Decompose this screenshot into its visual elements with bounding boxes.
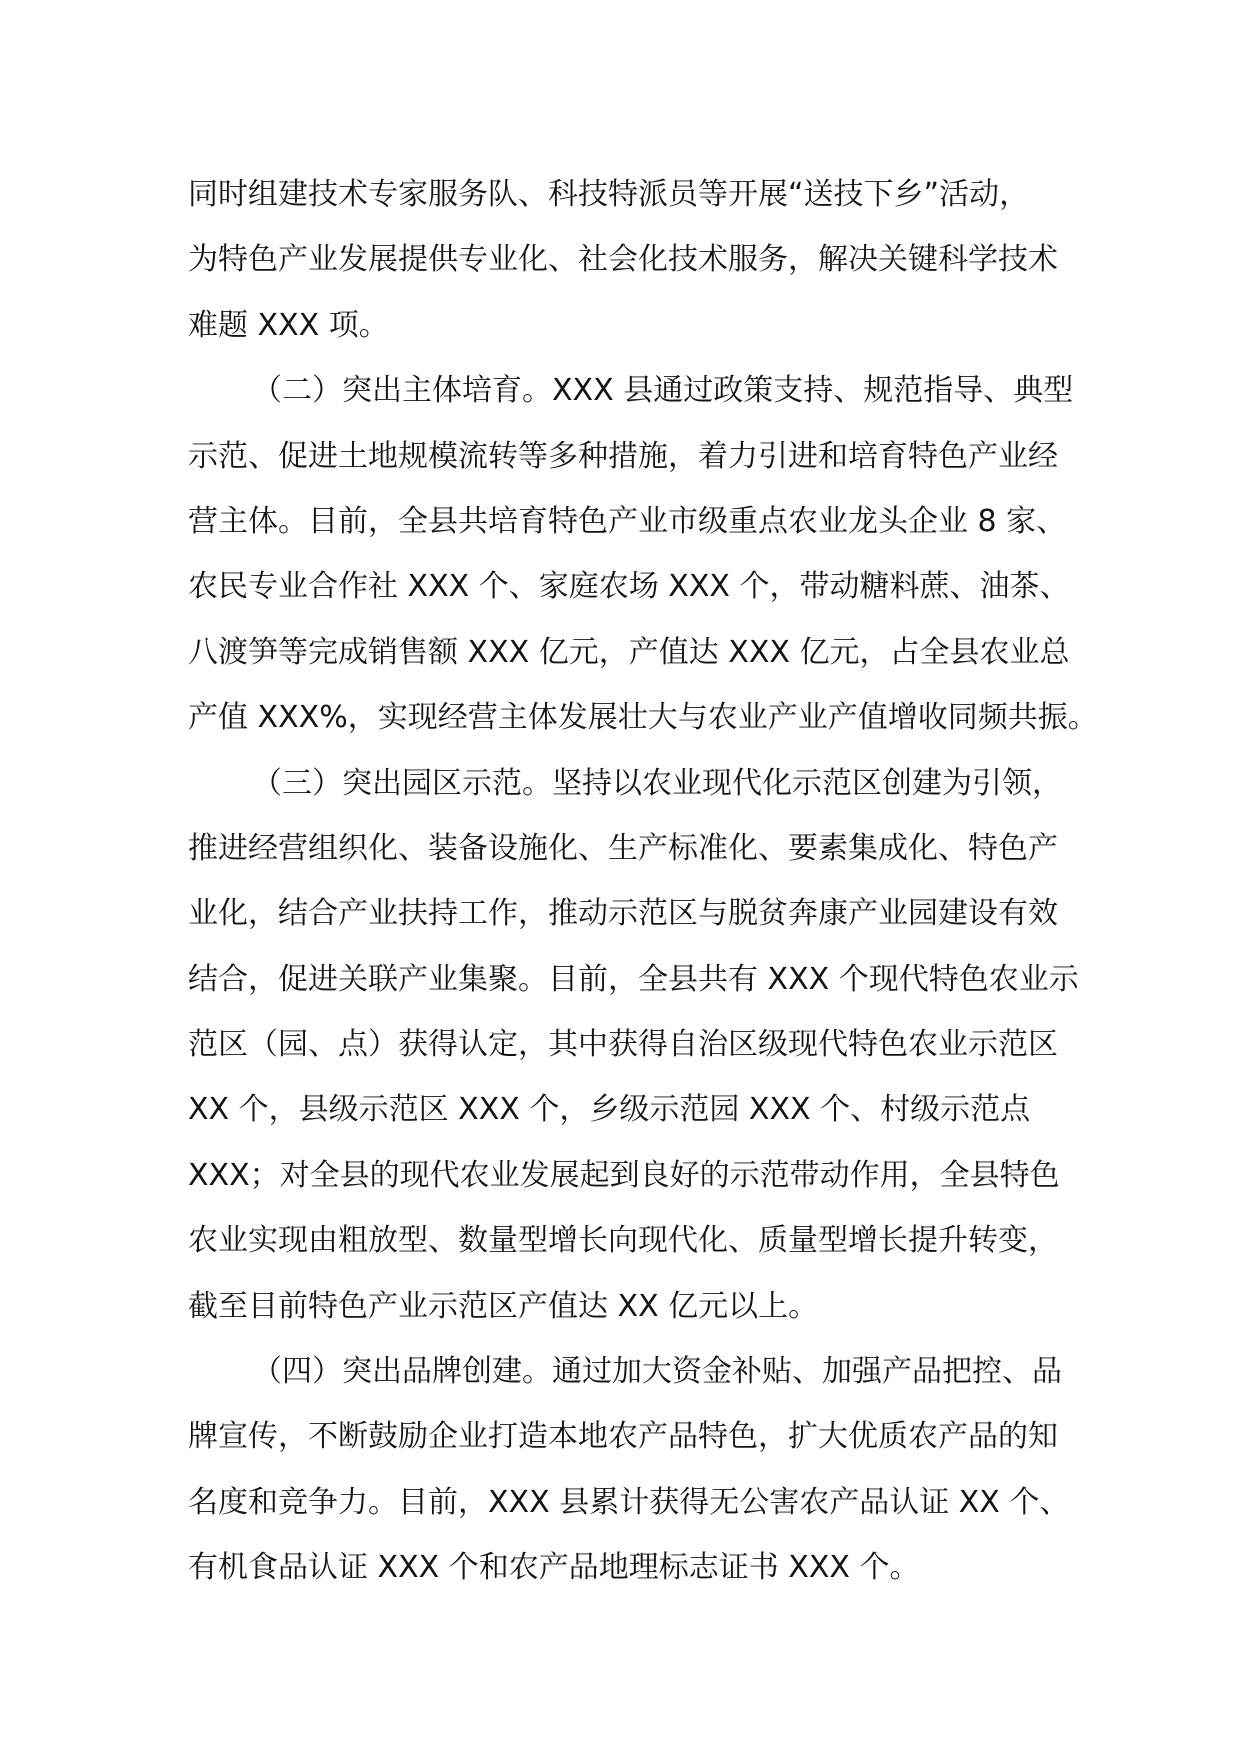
text-line: 示范、促进土地规模流转等多种措施，着力引进和培育特色产业经 <box>188 438 1058 474</box>
paragraph-start-line: （四）突出品牌创建。通过加大资金补贴、加强产品把控、品 <box>252 1354 1062 1390</box>
text-line: 难题 XXX 项。 <box>188 307 389 343</box>
text-line: 农民专业合作社 XXX 个、家庭农场 XXX 个，带动糖料蔗、油茶、 <box>188 569 1070 605</box>
text-line: 八渡笋等完成销售额 XXX 亿元，产值达 XXX 亿元，占全县农业总 <box>188 634 1070 670</box>
text-line: 名度和竞争力。目前，XXX 县累计获得无公害农产品认证 XX 个、 <box>188 1484 1070 1520</box>
text-line: 农业实现由粗放型、数量型增长向现代化、质量型增长提升转变， <box>188 1223 1058 1259</box>
paragraph-start-line: （二）突出主体培育。XXX 县通过政策支持、规范指导、典型 <box>252 373 1074 409</box>
text-line: 牌宣传，不断鼓励企业打造本地农产品特色，扩大优质农产品的知 <box>188 1419 1058 1455</box>
text-line: 推进经营组织化、装备设施化、生产标准化、要素集成化、特色产 <box>188 830 1058 866</box>
text-line: 产值 XXX%，实现经营主体发展壮大与农业产业产值增收同频共振。 <box>188 700 1098 736</box>
text-line: 范区（园、点）获得认定，其中获得自治区级现代特色农业示范区 <box>188 1027 1058 1063</box>
paragraph-start-line: （三）突出园区示范。坚持以农业现代化示范区创建为引领， <box>252 765 1062 801</box>
body-text <box>188 162 1098 1601</box>
text-line: 为特色产业发展提供专业化、社会化技术服务，解决关键科学技术 <box>188 242 1058 278</box>
text-line: 结合，促进关联产业集聚。目前，全县共有 XXX 个现代特色农业示 <box>188 961 1079 997</box>
text-line: XX 个，县级示范区 XXX 个，乡级示范园 XXX 个、村级示范点 <box>188 1092 1031 1128</box>
text-line: 同时组建技术专家服务队、科技特派员等开展“送技下乡”活动， <box>188 177 1030 212</box>
text-line: 营主体。目前，全县共培育特色产业市级重点农业龙头企业 8 家、 <box>188 503 1067 539</box>
text-line: 业化，结合产业扶持工作，推动示范区与脱贫奔康产业园建设有效 <box>188 896 1058 932</box>
text-line: 有机食品认证 XXX 个和农产品地理标志证书 XXX 个。 <box>188 1550 920 1586</box>
text-line: XXX；对全县的现代农业发展起到良好的示范带动作用，全县特色 <box>188 1157 1060 1193</box>
text-line: 截至目前特色产业示范区产值达 XX 亿元以上。 <box>188 1288 819 1324</box>
